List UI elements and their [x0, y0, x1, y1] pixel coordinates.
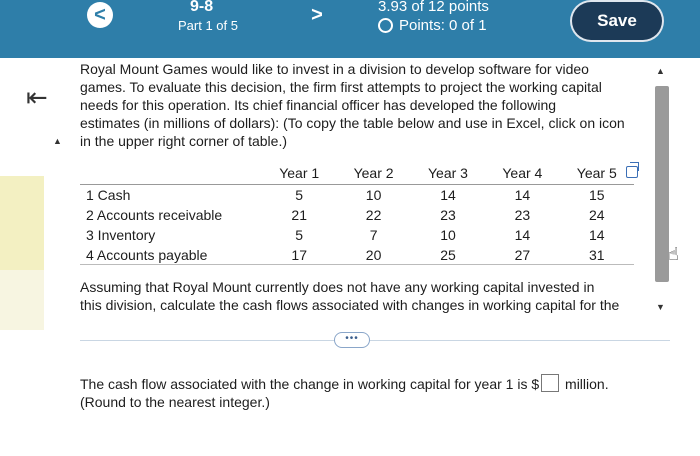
- table-cell: 23: [440, 207, 456, 223]
- table-header-row: [80, 162, 634, 185]
- estimates-table: [80, 162, 634, 265]
- answer-suffix: million.: [561, 376, 609, 392]
- part-indicator: Part 1 of 5: [178, 18, 238, 33]
- row-label: 4 Accounts payable: [86, 247, 208, 263]
- mouse-cursor-icon: ☝: [668, 244, 679, 264]
- table-row: [80, 225, 634, 245]
- side-highlight: [0, 176, 44, 270]
- question-line: this division, calculate the cash flows associated with changes in working capital for the: [80, 297, 620, 313]
- points-row: [378, 17, 487, 34]
- previous-question-button[interactable]: [87, 2, 113, 28]
- table-cell: 14: [514, 187, 531, 203]
- answer-section: [80, 374, 640, 411]
- row-label: 3 Inventory: [86, 227, 156, 243]
- scroll-up-arrow-icon[interactable]: ▲: [656, 66, 665, 76]
- table-cell: 20: [365, 247, 382, 263]
- table-cell: 5: [295, 187, 304, 203]
- score-text: 3.93 of 12 points: [378, 0, 489, 15]
- back-arrow-icon[interactable]: ⇤: [26, 82, 48, 112]
- table-cell: 15: [588, 187, 605, 203]
- table-cell: 10: [440, 227, 456, 243]
- question-line: Assuming that Royal Mount currently does not have any working capital invested in: [80, 279, 595, 295]
- expand-more-button[interactable]: •••: [334, 332, 370, 348]
- next-question-button[interactable]: [304, 2, 330, 28]
- table-cell: 21: [291, 207, 307, 223]
- intro-line: in the upper right corner of table.): [80, 133, 288, 149]
- side-highlight-lower: [0, 270, 44, 330]
- rounding-note: (Round to the nearest integer.): [80, 394, 270, 410]
- answer-input[interactable]: [541, 374, 559, 392]
- section-divider: [80, 340, 670, 341]
- save-button[interactable]: Save: [572, 2, 662, 40]
- table-header: Year 5: [560, 162, 634, 185]
- table-header: Year 3: [411, 162, 485, 185]
- table-cell: 27: [514, 247, 531, 263]
- intro-line: games. To evaluate this decision, the firm first attempts to project the working capital: [80, 79, 602, 95]
- answer-line: [80, 374, 640, 393]
- row-label: 1 Cash: [86, 187, 131, 203]
- radio-circle-icon: [378, 18, 393, 33]
- table-cell: 17: [291, 247, 307, 263]
- scrollbar-thumb[interactable]: [655, 86, 669, 282]
- table-row: [80, 205, 634, 225]
- table-bottom-rule: [80, 264, 634, 265]
- intro-line: Royal Mount Games would like to invest in a division to develop software for video: [80, 61, 589, 77]
- table-header: [80, 162, 262, 185]
- problem-intro: [80, 60, 646, 150]
- intro-line: needs for this operation. Its chief financial officer has developed the following: [80, 97, 557, 113]
- chevron-right-icon: >: [311, 3, 323, 26]
- triangle-up-icon[interactable]: ▲: [53, 136, 62, 146]
- table-header: Year 2: [336, 162, 410, 185]
- table-header: Year 1: [262, 162, 336, 185]
- answer-prefix: The cash flow associated with the change in working capital for year 1 is $: [80, 376, 540, 392]
- table-cell: 14: [440, 187, 456, 203]
- table-cell: 14: [514, 227, 531, 243]
- table-cell: 7: [369, 227, 378, 243]
- scroll-down-arrow-icon[interactable]: ▼: [656, 302, 665, 312]
- question-number: 9-8: [190, 0, 214, 15]
- table-cell: 25: [440, 247, 456, 263]
- top-bar: [0, 0, 700, 58]
- table-cell: 31: [588, 247, 605, 263]
- intro-line: estimates (in millions of dollars): (To copy the table below and use in Excel, click on icon: [80, 115, 625, 131]
- chevron-left-icon: <: [94, 3, 106, 26]
- table-row: [80, 245, 634, 265]
- table-cell: 22: [365, 207, 382, 223]
- points-text: Points: 0 of 1: [399, 17, 487, 34]
- table-cell: 23: [514, 207, 531, 223]
- row-label: 2 Accounts receivable: [86, 207, 223, 223]
- table-cell: 24: [588, 207, 605, 223]
- table-cell: 5: [295, 227, 304, 243]
- table-cell: 10: [365, 187, 382, 203]
- table-header: Year 4: [485, 162, 559, 185]
- table-cell: 14: [588, 227, 605, 243]
- table-row: [80, 185, 634, 206]
- question-text: [80, 278, 640, 314]
